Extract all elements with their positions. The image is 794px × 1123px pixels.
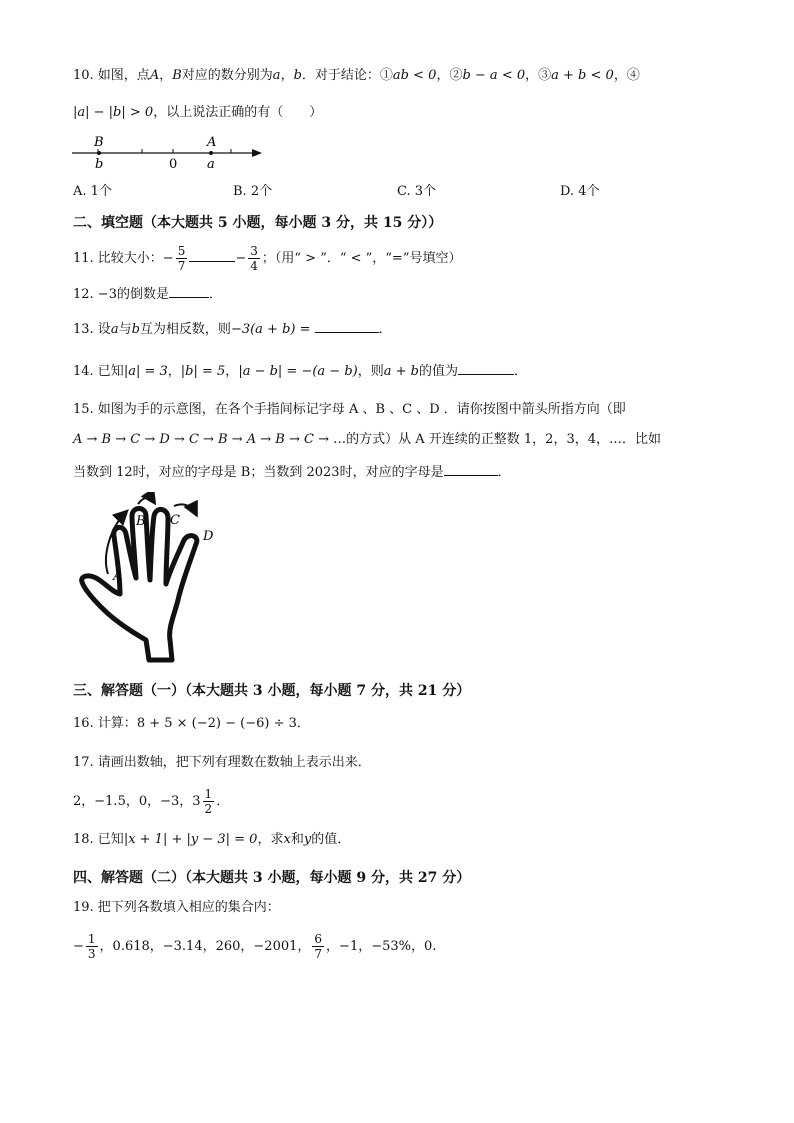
hand-outline: [82, 509, 197, 661]
q13-answer-blank[interactable]: [315, 320, 379, 333]
q14-sum: a + b: [383, 364, 419, 379]
point-b-dot: [97, 151, 101, 155]
q10-var-a: a: [272, 68, 281, 83]
q16-prefix: 16. 计算：: [73, 716, 137, 731]
q10-var-b: b: [293, 68, 302, 83]
q18-mid: ，求: [257, 832, 284, 847]
q19-numbers-mid: ，0.618，−3.14，260，−2001，: [99, 939, 311, 954]
q18-suffix: 的值．: [311, 832, 351, 847]
q14-mid: ，则: [357, 364, 384, 379]
q18-and: 和: [290, 832, 304, 847]
q10-conclusion-1: ab < 0: [392, 68, 437, 83]
q17-numerator: 1: [204, 787, 213, 801]
q10-point-b: B: [172, 68, 182, 83]
q17-line2: [73, 787, 229, 816]
q17-denominator: 2: [204, 802, 213, 816]
hand-label-A: A: [113, 569, 123, 584]
hand-figure: [74, 492, 244, 670]
q14-abs-diff: |a − b| = −(a − b): [238, 364, 358, 379]
q17-numbers: 2，−1.5，0，−3，3: [73, 794, 201, 809]
q14-end: ．: [514, 364, 528, 379]
number-line-figure: [68, 132, 268, 174]
q10-comma: ，: [159, 68, 173, 83]
q15-line3: [73, 463, 511, 483]
q16-expression: 8 + 5 × (−2) − (−6) ÷ 3: [136, 716, 297, 731]
q15-line1: 15. 如图为手的示意图，在各个手指间标记字母 A 、B 、C 、D ．请你按图中箭头所指方向（即: [73, 402, 626, 417]
q12-answer-blank[interactable]: [169, 285, 209, 298]
q16-end: ．: [296, 716, 310, 731]
q14-answer-blank[interactable]: [458, 362, 514, 375]
q14-sep1: ，: [167, 364, 181, 379]
section-3-title: 三、解答题（一）（本大题共 3 小题，每小题 7 分，共 21 分）: [73, 683, 471, 699]
q10-text-suffix: ．对于结论：①: [301, 68, 393, 83]
q10-label-2: ，②: [436, 68, 463, 83]
q11-prefix: 11. 比较大小：−: [73, 251, 174, 266]
hand-label-D: D: [203, 529, 214, 544]
q15-answer-blank[interactable]: [444, 463, 498, 476]
q14-suffix: 的值为: [418, 364, 458, 379]
q14-sep2: ，: [225, 364, 239, 379]
q10-option-c[interactable]: C. 3个: [397, 184, 437, 199]
q13-end: ．: [378, 322, 392, 337]
label-B: B: [94, 135, 104, 150]
q10-option-d[interactable]: D. 4个: [560, 184, 600, 199]
q13-prefix: 13. 设: [73, 322, 111, 337]
q17-mixed-fraction: [203, 787, 215, 816]
q17-line1: 17. 请画出数轴，把下列有理数在数轴上表示出来．: [73, 755, 371, 770]
q11-answer-blank[interactable]: [189, 249, 235, 262]
q19-line1: 19. 把下列各数填入相应的集合内：: [73, 900, 280, 915]
label-A: A: [207, 135, 217, 150]
q10-option-b[interactable]: B. 2个: [233, 184, 273, 199]
q15-line2: [73, 430, 661, 450]
q11-minus: −: [235, 251, 247, 266]
q10-text: 10. 如图，点: [73, 68, 150, 83]
q12-text: 12. −3的倒数是: [73, 287, 169, 302]
q10-label-3: ，③: [525, 68, 552, 83]
q11-suffix: ；（用“ > ”．“ < ”，“=”号填空）: [261, 251, 462, 266]
q19-f2-denominator: 7: [314, 947, 323, 961]
q12: [73, 285, 222, 305]
q14-abs-b: |b| = 5: [180, 364, 226, 379]
q18-var-x: x: [283, 832, 291, 847]
q11-fraction-1: [176, 244, 188, 273]
q18: [73, 830, 350, 850]
q11-f1-numerator: 5: [177, 244, 186, 258]
q14-prefix: 14. 已知: [73, 364, 124, 379]
q10-question: ，以上说法正确的有（ ）: [153, 105, 323, 120]
q19-negative-sign: −: [73, 939, 84, 954]
q11-f2-denominator: 4: [250, 259, 258, 273]
q19-fraction-1: [86, 932, 98, 961]
q14: [73, 362, 527, 382]
q10-label-4: ，④: [613, 68, 640, 83]
label-a: a: [207, 157, 215, 172]
q16: [73, 714, 310, 734]
q15-line2-suffix: 的方式）从 A 开连续的正整数 1，2，3，4，…．比如: [346, 432, 661, 447]
q13-var-b: b: [131, 322, 140, 337]
q19-f1-numerator: 1: [87, 932, 96, 946]
q13-and: 与: [118, 322, 132, 337]
q19-f1-denominator: 3: [87, 947, 96, 961]
label-b: b: [95, 157, 104, 172]
q10-conclusion-2: b − a < 0: [462, 68, 526, 83]
point-a-dot: [209, 151, 213, 155]
q19-numbers-end: ，−1，−53%，0.: [326, 939, 437, 954]
q18-prefix: 18. 已知: [73, 832, 124, 847]
section-4-title: 四、解答题（二）（本大题共 3 小题，每小题 9 分，共 27 分）: [73, 870, 471, 886]
q10-option-a[interactable]: A. 1个: [73, 184, 112, 199]
q12-end: ．: [208, 287, 222, 302]
q17-end: ．: [216, 794, 230, 809]
q19-fraction-2: [312, 932, 324, 961]
q10-line1: 10. 如图，点A，B对应的数分别为a，b．对于结论：①ab < 0，②b − a < 0，③a + b < 0，④: [73, 68, 640, 83]
q19-line2: [73, 932, 436, 961]
q10-text-mid: 对应的数分别为: [181, 68, 273, 83]
q18-var-y: y: [303, 832, 312, 847]
q11: [73, 244, 461, 273]
q11-f2-numerator: 3: [250, 244, 258, 258]
q10-conclusion-3: a + b < 0: [551, 68, 614, 83]
q13-expression: −3(a + b) =: [230, 322, 311, 337]
q14-abs-a: |a| = 3: [123, 364, 168, 379]
q15-line3-text: 当数到 12时，对应的字母是 B；当数到 2023时，对应的字母是: [73, 465, 444, 480]
hand-label-C: C: [170, 513, 180, 528]
q13: [73, 320, 392, 340]
hand-label-B: B: [136, 514, 146, 529]
q10-line2: [73, 103, 322, 123]
q13-var-a: a: [110, 322, 119, 337]
q10-point-a: A: [149, 68, 160, 83]
q15-end: ．: [497, 465, 511, 480]
q11-fraction-2: [248, 244, 260, 273]
q19-f2-numerator: 6: [314, 932, 323, 946]
number-line-arrow: [252, 149, 262, 157]
q11-f1-denominator: 7: [177, 259, 186, 273]
arrow-b-c: [138, 498, 154, 504]
q13-mid: 互为相反数，则: [139, 322, 231, 337]
label-zero: 0: [169, 157, 178, 172]
q18-expression: |x + 1| + |y − 3| = 0: [123, 832, 258, 847]
q10-conclusion-4: |a| − |b| > 0: [73, 105, 154, 120]
section-2-title: 二、填空题（本大题共 5 小题，每小题 3 分，共 15 分））: [73, 215, 443, 231]
q15-sequence: A → B → C → D → C → B → A → B → C → …: [73, 432, 347, 447]
